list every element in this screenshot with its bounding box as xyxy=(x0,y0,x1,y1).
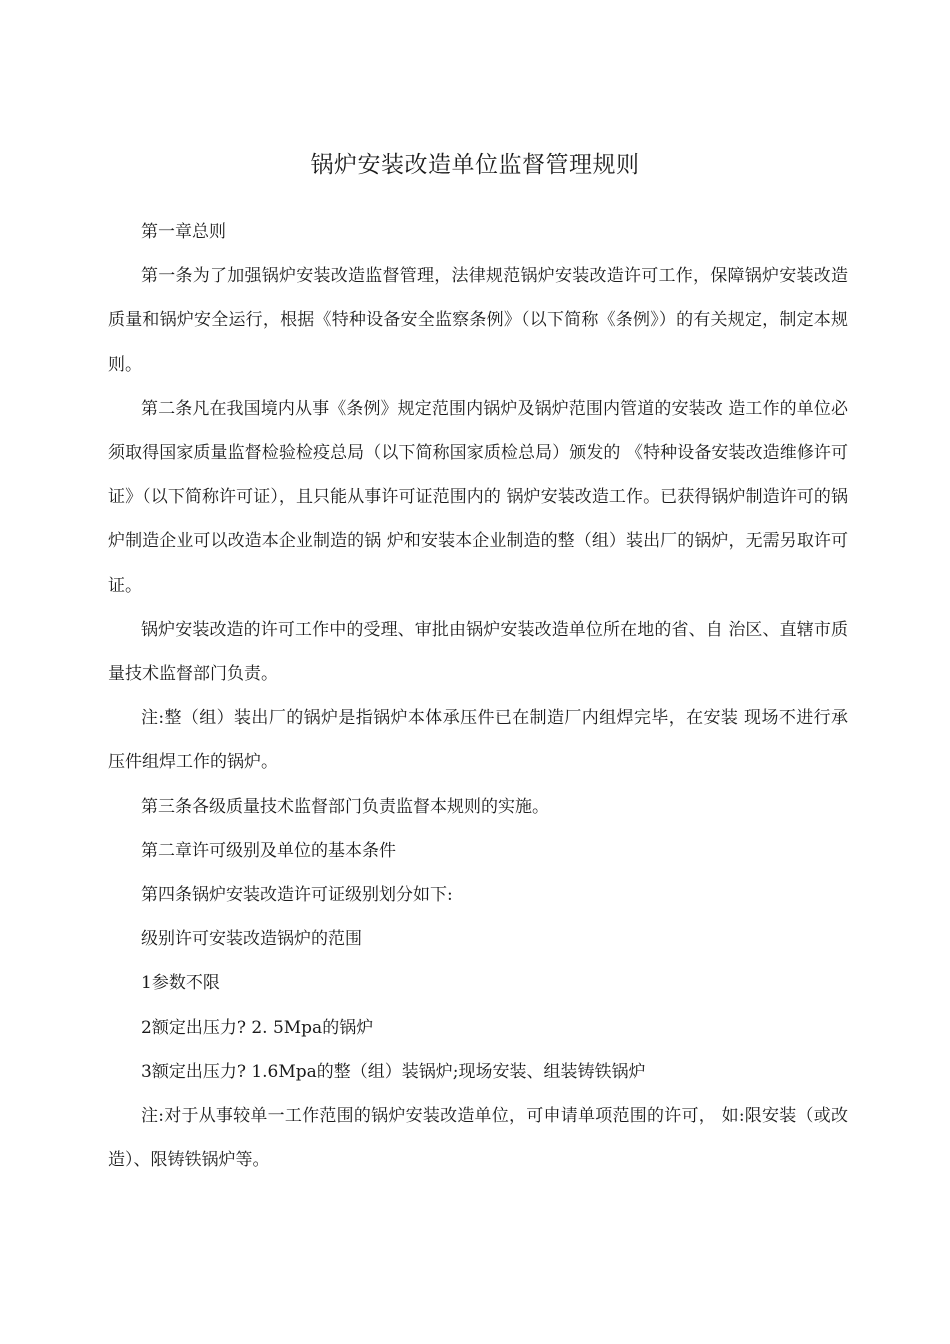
level-3-row: 3额定出压力? 1.6Mpa的整（组）装锅炉;现场安装、组装铸铁锅炉 xyxy=(141,1061,646,1082)
level-2-row: 2额定出压力? 2. 5Mpa的锅炉 xyxy=(141,1017,374,1038)
level-1-row: 1参数不限 xyxy=(141,973,220,994)
chapter-1-heading: 第一章总则 xyxy=(141,222,226,242)
article-2: 第二条凡在我国境内从事《条例》规定范围内锅炉及锅炉范围内管道的安装改 造工作的单位必须取得国家质量监督检验检疫总局（以下简称国家质检总局）颁发的 《特种设备安装改造维修许可证》（以下简称许可证），且只能从事许可证范围内的 锅炉安装改造工作。已获得锅炉制造许可的锅炉制造企业可以改造本企业制造的锅 炉和安装本企业制造的整（组）装出厂的锅炉，无需另取许可证。 xyxy=(108,398,848,596)
level-table-header: 级别许可安装改造锅炉的范围 xyxy=(141,929,362,950)
article-2-approval: 锅炉安装改造的许可工作中的受理、审批由锅炉安装改造单位所在地的省、自 治区、直辖市质量技术监督部门负责。 xyxy=(108,619,848,685)
article-3: 第三条各级质量技术监督部门负责监督本规则的实施。 xyxy=(141,796,549,817)
article-4-note: 注:对于从事较单一工作范围的锅炉安装改造单位，可申请单项范围的许可， 如:限安装（或改造）、限铸铁锅炉等。 xyxy=(108,1106,848,1171)
document-body xyxy=(108,210,848,1182)
article-4: 第四条锅炉安装改造许可证级别划分如下: xyxy=(141,885,453,906)
chapter-2-heading: 第二章许可级别及单位的基本条件 xyxy=(141,840,396,861)
document-title: 锅炉安装改造单位监督管理规则 xyxy=(310,152,640,178)
article-1: 第一条为了加强锅炉安装改造监督管理，法律规范锅炉安装改造许可工作，保障锅炉安装改造质量和锅炉安全运行，根据《特种设备安全监察条例》（以下简称《条例》）的有关规定，制定本规则。 xyxy=(108,266,848,375)
article-2-note: 注:整（组）装出厂的锅炉是指锅炉本体承压件已在制造厂内组焊完毕，在安装 现场不进行承压件组焊工作的锅炉。 xyxy=(108,708,848,773)
